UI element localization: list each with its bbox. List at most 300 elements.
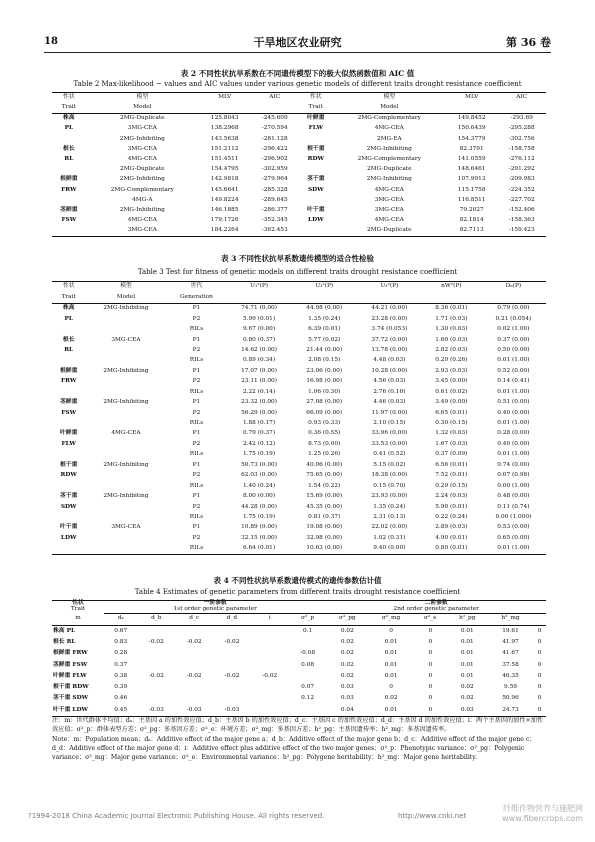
table-cell: 0.21 (0.054)	[495, 315, 532, 322]
table-cell: 0	[428, 627, 433, 634]
table-cell: 9.40 (0.00)	[373, 545, 406, 552]
table-cell: 0.04	[340, 706, 354, 713]
table-cell	[137, 625, 175, 637]
header-cell: h²_pg	[459, 615, 476, 622]
table-cell: 45.35 (0.00)	[306, 503, 343, 510]
table-cell: 0.80 (0.01)	[435, 545, 468, 552]
table-cell: -0.02	[224, 638, 240, 645]
table-cell: 2.24 (0.03)	[435, 493, 468, 500]
table-cell: 0	[389, 684, 393, 691]
table-cell: RILs	[189, 451, 204, 458]
table-cell: 8.00 (0.00)	[242, 493, 276, 500]
table-cell: 1.06 (0.30)	[308, 388, 341, 395]
table-cell: 149.8452	[457, 115, 486, 122]
table-cell: 3MG-CEA	[127, 227, 157, 234]
table-cell: 46.35	[502, 672, 519, 679]
table-cell	[251, 682, 289, 693]
table-cell	[52, 513, 85, 523]
header-cell	[497, 103, 546, 114]
table-cell: 2MG-Complementary	[357, 155, 421, 162]
table-row	[52, 408, 546, 418]
table-cell: 株高	[62, 305, 75, 312]
table-cell: 4MG-CEA	[127, 217, 157, 224]
table-cell: 6.56 (0.01)	[435, 461, 468, 468]
table-cell: 0.01	[460, 661, 474, 668]
table-cell: 40.06 (0.00)	[306, 461, 343, 468]
table-cell	[289, 671, 327, 682]
table-cell: FRW	[61, 378, 77, 385]
table-cell: 0.00 (1.000)	[495, 513, 532, 520]
table-cell	[85, 387, 166, 397]
header-cell: AIC	[269, 94, 281, 101]
table-cell: 根长	[63, 145, 75, 152]
table-row	[52, 145, 546, 155]
table-cell: -0.02	[186, 672, 202, 679]
table-cell: 0.01	[384, 706, 398, 713]
table-cell: 0.00 (1.00)	[497, 482, 530, 489]
table-cell	[85, 346, 166, 356]
header-cell: 模型	[383, 94, 396, 101]
table-cell: PL	[64, 315, 73, 322]
table-cell: 2.22 (0.14)	[242, 388, 276, 395]
table-row	[52, 534, 546, 544]
table-cell: 1.54 (0.22)	[308, 482, 341, 489]
table-cell: 0.02	[460, 684, 474, 691]
table-cell: 13.78 (0.00)	[371, 346, 408, 353]
table-cell: 21.44 (0.00)	[306, 346, 343, 353]
header-cell	[481, 292, 546, 303]
table-row	[52, 124, 546, 134]
table-row	[52, 134, 546, 144]
table-cell	[85, 513, 166, 523]
table-cell: 1.35 (0.24)	[373, 503, 406, 510]
table-cell: 0	[428, 661, 433, 668]
table-cell: RILs	[189, 388, 204, 395]
table-cell: 0.11 (0.74)	[497, 503, 530, 510]
table-cell: 138.2968	[210, 125, 239, 132]
table-cell: 82.7113	[459, 227, 484, 234]
table-row	[52, 175, 546, 185]
table-cell: FLW	[308, 125, 323, 132]
table-cell: FRW	[61, 186, 77, 193]
header-cell: Trait	[61, 104, 76, 111]
header-cell: 性状	[63, 94, 75, 101]
table-row	[52, 513, 546, 523]
table-cell: -302.959	[261, 166, 288, 173]
table-cell: 0.01	[384, 638, 398, 645]
table-cell	[137, 694, 175, 705]
table-cell: 19.61	[502, 627, 519, 634]
table-cell: 8.36 (0.01)	[435, 305, 468, 312]
table-cell: 0	[537, 638, 542, 645]
table-cell: RDW	[60, 472, 77, 479]
table3-title-cn: 表 3 不同性状抗旱系数遗传模型的适合性检验	[221, 254, 374, 263]
table-cell: 116.8511	[457, 196, 486, 203]
table-cell: 0.46	[114, 695, 128, 702]
table-cell: -286.377	[261, 206, 288, 213]
table-cell: 115.1758	[457, 186, 486, 193]
table2	[52, 92, 546, 237]
table-row	[52, 303, 546, 314]
table-cell: 5.90 (0.01)	[435, 503, 468, 510]
header-cell: 模型	[120, 283, 132, 290]
notes-cn: 注：m：世代群体平均值；dₐ：主基因 a 的加性效应值；d_b：主基因 b 的加性效应值；d_c：主基因 c 的加性效应值；d_d：主基因 d 的加性效应值；i：两个主基因的加性×加性效应值；σ²_p：群体表型方差；σ²_pg：多基因方差；σ²_e：环境方差；σ²_mg：多基因方差；h²_pg：主基因遗传率；h²_mg：多基因遗传率。	[52, 717, 544, 734]
header-cell	[199, 103, 251, 114]
table-cell: 0	[389, 627, 393, 634]
table-cell	[85, 544, 166, 555]
table4-title-en: Table 4 Estimates of genetic parameters from different traits drought resistance coefficient	[134, 588, 461, 596]
table-cell: 3.74 (0.053)	[371, 326, 408, 333]
table-cell: 0.01 (1.00)	[497, 357, 530, 364]
table-cell: -270.594	[261, 125, 288, 132]
header-cell: MLV	[218, 94, 232, 101]
table-cell: 0.61 (0.02)	[435, 388, 468, 395]
table-cell: 148.6461	[457, 166, 486, 173]
table-row	[52, 705, 546, 717]
table-cell: 74.71 (0.00)	[241, 305, 277, 312]
table-cell: -0.02	[148, 638, 164, 645]
table-cell: 1.67 (0.03)	[435, 440, 468, 447]
table-cell: RILs	[189, 326, 204, 333]
table-cell: 24.73	[502, 706, 519, 713]
table-cell: 23.93 (0.00)	[371, 493, 408, 500]
table-cell: 3MG-CEA	[127, 145, 157, 152]
header-cell: 模型	[136, 94, 149, 101]
table-cell: P2	[192, 503, 201, 510]
table-cell: 41.97	[502, 638, 519, 645]
table-cell: 根鲜重 FRW	[53, 650, 88, 657]
header-cell: Trait	[61, 293, 76, 300]
table-row	[52, 450, 546, 460]
table-cell	[213, 648, 251, 659]
table-cell: 0.03	[340, 695, 354, 702]
table-cell: 22.02 (0.00)	[371, 524, 408, 531]
table-cell: 0.07	[301, 684, 315, 691]
table-cell: 0	[537, 684, 542, 691]
header-cell: σ²_pg	[339, 615, 356, 622]
table-row	[52, 346, 546, 356]
table-cell	[85, 534, 166, 544]
table-row	[52, 682, 546, 693]
table-cell: 0.79 (0.00)	[497, 305, 530, 312]
table-cell: 叶干重	[307, 206, 325, 213]
table-cell: 0	[537, 627, 542, 634]
table-cell: 3MG-CEA	[374, 206, 404, 213]
table-cell: 50.73 (0.00)	[241, 461, 277, 468]
table-row	[52, 492, 546, 502]
table-row	[52, 165, 546, 175]
table-cell: 0.45	[114, 706, 128, 713]
table-cell	[85, 408, 166, 418]
table-cell: 0.37 (0.00)	[497, 336, 530, 343]
table-row	[52, 544, 546, 555]
table-cell: 23.11 (0.00)	[241, 378, 277, 385]
table-cell	[251, 660, 289, 671]
table-cell: 23.06 (0.00)	[306, 367, 343, 374]
table-cell: 4MG-CEA	[111, 430, 141, 437]
table-cell	[251, 648, 289, 659]
table-cell: -295.288	[508, 125, 535, 132]
table-cell: 23.32 (0.00)	[241, 399, 277, 406]
table-cell: 50.96	[502, 695, 519, 702]
table-cell: P2	[192, 346, 201, 353]
table-cell: 0.08	[301, 661, 315, 668]
table4-param-header-row	[52, 613, 546, 625]
table-cell: -352.345	[261, 217, 288, 224]
table-cell: 6.64 (0.01)	[242, 545, 276, 552]
table-cell: 4MG-A	[132, 196, 153, 203]
table-cell: -152.406	[508, 206, 535, 213]
table-cell: -245.609	[261, 115, 288, 122]
table-cell: 2.89 (0.03)	[435, 524, 468, 531]
table-cell	[251, 705, 289, 717]
header-cell: dₐ	[117, 615, 124, 622]
table-cell: 10.89 (0.00)	[241, 524, 277, 531]
table-cell: 33.96 (0.00)	[371, 430, 408, 437]
table-cell: 株高 PL	[53, 627, 76, 634]
table-cell: 4.46 (0.03)	[373, 399, 406, 406]
table-cell: 125.8043	[210, 115, 239, 122]
table-cell: 0.01 (1.00)	[497, 420, 530, 426]
table-cell: 0	[428, 695, 433, 702]
table-cell: P1	[192, 461, 201, 468]
table-cell: 4.48 (0.03)	[373, 357, 406, 364]
table-cell: 0.29 (0.15)	[435, 482, 468, 489]
table-cell: 6.39 (0.01)	[308, 326, 341, 333]
table-cell: 0.28	[114, 650, 128, 657]
header-cell	[446, 103, 498, 114]
table-cell: 56.29 (0.00)	[241, 409, 277, 416]
table-cell: 叶鲜重	[59, 430, 78, 437]
table-cell: 0	[537, 650, 542, 657]
header-cell	[250, 103, 299, 114]
table-cell: 2MG-Inhibiting	[103, 399, 149, 406]
table-cell: 6.65 (0.01)	[435, 409, 468, 416]
table-cell: 2.31 (0.13)	[373, 513, 406, 520]
table-cell	[85, 471, 166, 481]
table-cell: P2	[192, 534, 201, 541]
table-row	[52, 226, 546, 237]
table-cell: 2MG-Complementary	[357, 115, 421, 122]
table-cell	[175, 694, 213, 705]
table-cell: 1.75 (0.19)	[242, 451, 276, 458]
table-cell: LDW	[60, 534, 77, 541]
table-cell: PL	[64, 125, 74, 132]
table-cell: 0.67	[114, 627, 128, 634]
table-cell: 0.80 (0.37)	[242, 336, 276, 343]
table-cell: 79.2027	[459, 206, 484, 213]
table-cell: 0.65 (0.00)	[497, 534, 530, 541]
table-cell	[52, 544, 85, 555]
table-cell: 1.40 (0.24)	[242, 482, 276, 489]
header-cell: σ²_mg	[381, 615, 401, 622]
table-row	[52, 660, 546, 671]
header-cell: MLV	[465, 94, 479, 101]
table-cell: 143.5638	[210, 135, 239, 142]
table-cell: 9.59	[504, 684, 517, 691]
table-cell	[137, 648, 175, 659]
table-cell: 37.58	[502, 661, 519, 668]
table-cell	[52, 481, 85, 491]
table-cell	[85, 356, 166, 366]
table-cell: 3MG-CEA	[111, 524, 141, 531]
table-cell: 0.81 (0.37)	[308, 513, 341, 520]
table-cell: 151.2112	[210, 145, 239, 152]
header-cell: Model	[116, 293, 136, 300]
table-cell: 19.08 (0.00)	[306, 524, 343, 531]
table-row	[52, 114, 546, 125]
table-cell: 3MG-CEA	[111, 336, 141, 343]
table-cell: -279.964	[261, 176, 288, 183]
table-cell: 2MG-Inhibiting	[366, 176, 412, 183]
table-cell	[137, 682, 175, 693]
table-cell: 0.37 (0.09)	[435, 451, 468, 458]
table-cell: P2	[192, 315, 201, 322]
table-cell: 1.25 (0.26)	[308, 451, 341, 458]
table-cell: 0.02	[384, 695, 398, 702]
table-cell: -285.328	[261, 186, 288, 193]
table-cell: 37.72 (0.00)	[371, 336, 408, 343]
table-cell	[85, 419, 166, 429]
table2-header-row	[52, 93, 546, 104]
table-cell: RL	[64, 155, 74, 162]
table-cell: 10.28 (0.00)	[371, 367, 408, 374]
table-cell	[251, 694, 289, 705]
notes-en: Note：m：Population mean；dₐ：Additive effect of the major gene a；d_b：Additive effect of the major gene b；d_c：Additive effect of the major gene c；d_d：Additive effect of the major gene d；i：Additive effect plus additive effect of the two major genes；σ²_p：Phenotypic variance；σ²_pg：Polygenic variance；σ²_mg：Major gene variance；σ²_e：Environmental variance；h²_pg：Polygene heritability；h²_mg：Major gene heritability.	[52, 735, 536, 762]
table-cell	[52, 419, 85, 429]
table-cell: 0.74 (0.00)	[497, 461, 530, 468]
table-row	[52, 206, 546, 216]
table-cell: 41.67	[502, 650, 519, 657]
table-cell: 32.98 (0.00)	[306, 534, 343, 541]
table-cell	[175, 648, 213, 659]
table-cell: 3MG-CEA	[127, 125, 157, 132]
header-cell: h²_mg	[501, 615, 520, 622]
table-cell: 0.02	[340, 627, 354, 634]
header-cell: 世代	[190, 283, 203, 290]
table-cell: FLW	[61, 440, 76, 447]
table-row	[52, 367, 546, 377]
table-cell: 17.07 (0.00)	[241, 367, 277, 374]
table-cell: 154.3779	[457, 135, 486, 142]
table-cell: 4MG-CEA	[374, 186, 404, 193]
header-cell: d_d	[226, 615, 238, 622]
table-cell	[52, 325, 85, 335]
table-cell: 146.1885	[210, 206, 239, 213]
table-cell: 根鲜重	[59, 367, 78, 374]
table-cell: 0.89 (0.34)	[242, 357, 276, 364]
table-row	[52, 637, 546, 648]
table2-title-cn: 表 2 不同性状抗旱系数在不同遗传模型下的极大似然函数值和 AIC 值	[180, 69, 415, 78]
table-cell: 150.6439	[457, 125, 486, 132]
table-cell: RDW	[307, 155, 324, 162]
table-cell	[85, 325, 166, 335]
table-cell: 75.65 (0.00)	[306, 472, 343, 479]
table-cell: 0.02	[340, 672, 354, 679]
table-cell: 0.07 (0.98)	[497, 472, 530, 479]
table-cell: RILs	[189, 545, 204, 552]
table-cell	[213, 625, 251, 637]
table-cell: 0.28 (0.00)	[497, 430, 530, 437]
header-cell: i	[268, 615, 271, 622]
table-cell: 151.4511	[210, 155, 239, 162]
table4-group1-en: 1st order genetic parameter	[173, 605, 257, 612]
table-cell: 4.90 (0.01)	[435, 534, 468, 541]
table-cell: 33.53 (0.00)	[371, 440, 408, 447]
table-cell: -362.453	[261, 227, 288, 234]
table-cell: -0.08	[300, 650, 316, 657]
table-cell: 0.36 (0.55)	[308, 430, 341, 437]
table-cell: 0.02	[340, 661, 354, 668]
table-cell: -0.03	[186, 706, 202, 713]
table-cell: 3.49 (0.00)	[435, 399, 468, 406]
table-cell: P2	[192, 409, 201, 416]
table-cell: 23.28 (0.00)	[371, 315, 408, 322]
table-cell: -289.645	[261, 196, 288, 203]
table-cell: 5.15 (0.02)	[373, 461, 406, 468]
header-cell: AIC	[516, 94, 528, 101]
table-cell: -224.352	[508, 186, 535, 193]
table-cell: 1.75 (0.19)	[242, 513, 276, 520]
table-notes	[52, 716, 546, 762]
table4-group1-cn: 一阶参数	[203, 600, 227, 606]
table-cell: 根长	[62, 336, 75, 343]
page-header	[44, 34, 551, 53]
table-cell: P2	[192, 378, 201, 385]
table-cell: 根长 RL	[53, 638, 76, 645]
table-cell: 茎鲜重	[60, 206, 78, 213]
table-cell: 0.01 (1.00)	[497, 451, 530, 458]
table-row	[52, 419, 546, 429]
table-cell: P1	[192, 493, 201, 500]
table-cell	[85, 481, 166, 491]
table-cell: 0.83	[114, 638, 128, 645]
table-cell	[299, 196, 333, 206]
table-cell	[85, 502, 166, 512]
table-cell	[52, 196, 86, 206]
table-cell: 0.39	[114, 684, 128, 691]
table-cell: -276.112	[508, 155, 535, 162]
table-cell: 9.67 (0.00)	[242, 326, 276, 333]
table-cell: 叶干重	[59, 524, 78, 531]
table-cell: 16.98 (0.00)	[306, 378, 343, 385]
header-cell: m	[75, 615, 81, 622]
table-cell: 27.08 (0.00)	[306, 399, 343, 406]
table-row	[52, 185, 546, 195]
table-cell: 82.3791	[459, 145, 484, 152]
table-row	[52, 694, 546, 705]
table-cell: 62.03 (0.00)	[241, 472, 277, 479]
table-cell: 0.40 (0.00)	[497, 409, 530, 416]
table-cell	[289, 705, 327, 717]
cnki-link[interactable]: http://www.cnki.net	[398, 812, 467, 820]
table-cell: 1.02 (0.31)	[373, 534, 406, 541]
header-cell: 性状	[310, 94, 322, 101]
table-row	[52, 440, 546, 450]
table-cell: -302.756	[508, 135, 535, 142]
table-cell: 0	[428, 638, 433, 645]
table-cell: FSW	[61, 409, 77, 416]
table-cell	[175, 625, 213, 637]
table-cell: P1	[192, 399, 201, 406]
table4-title-cn: 表 4 不同性状抗旱系数遗传模式的遗传参数估计值	[213, 576, 382, 585]
table-cell: 2MG-Duplicate	[366, 227, 412, 234]
table-cell: P2	[192, 440, 201, 447]
table-cell	[85, 377, 166, 387]
table-cell: 179.1726	[210, 217, 239, 224]
table-cell: 82.1814	[459, 217, 484, 224]
table-row	[52, 314, 546, 324]
